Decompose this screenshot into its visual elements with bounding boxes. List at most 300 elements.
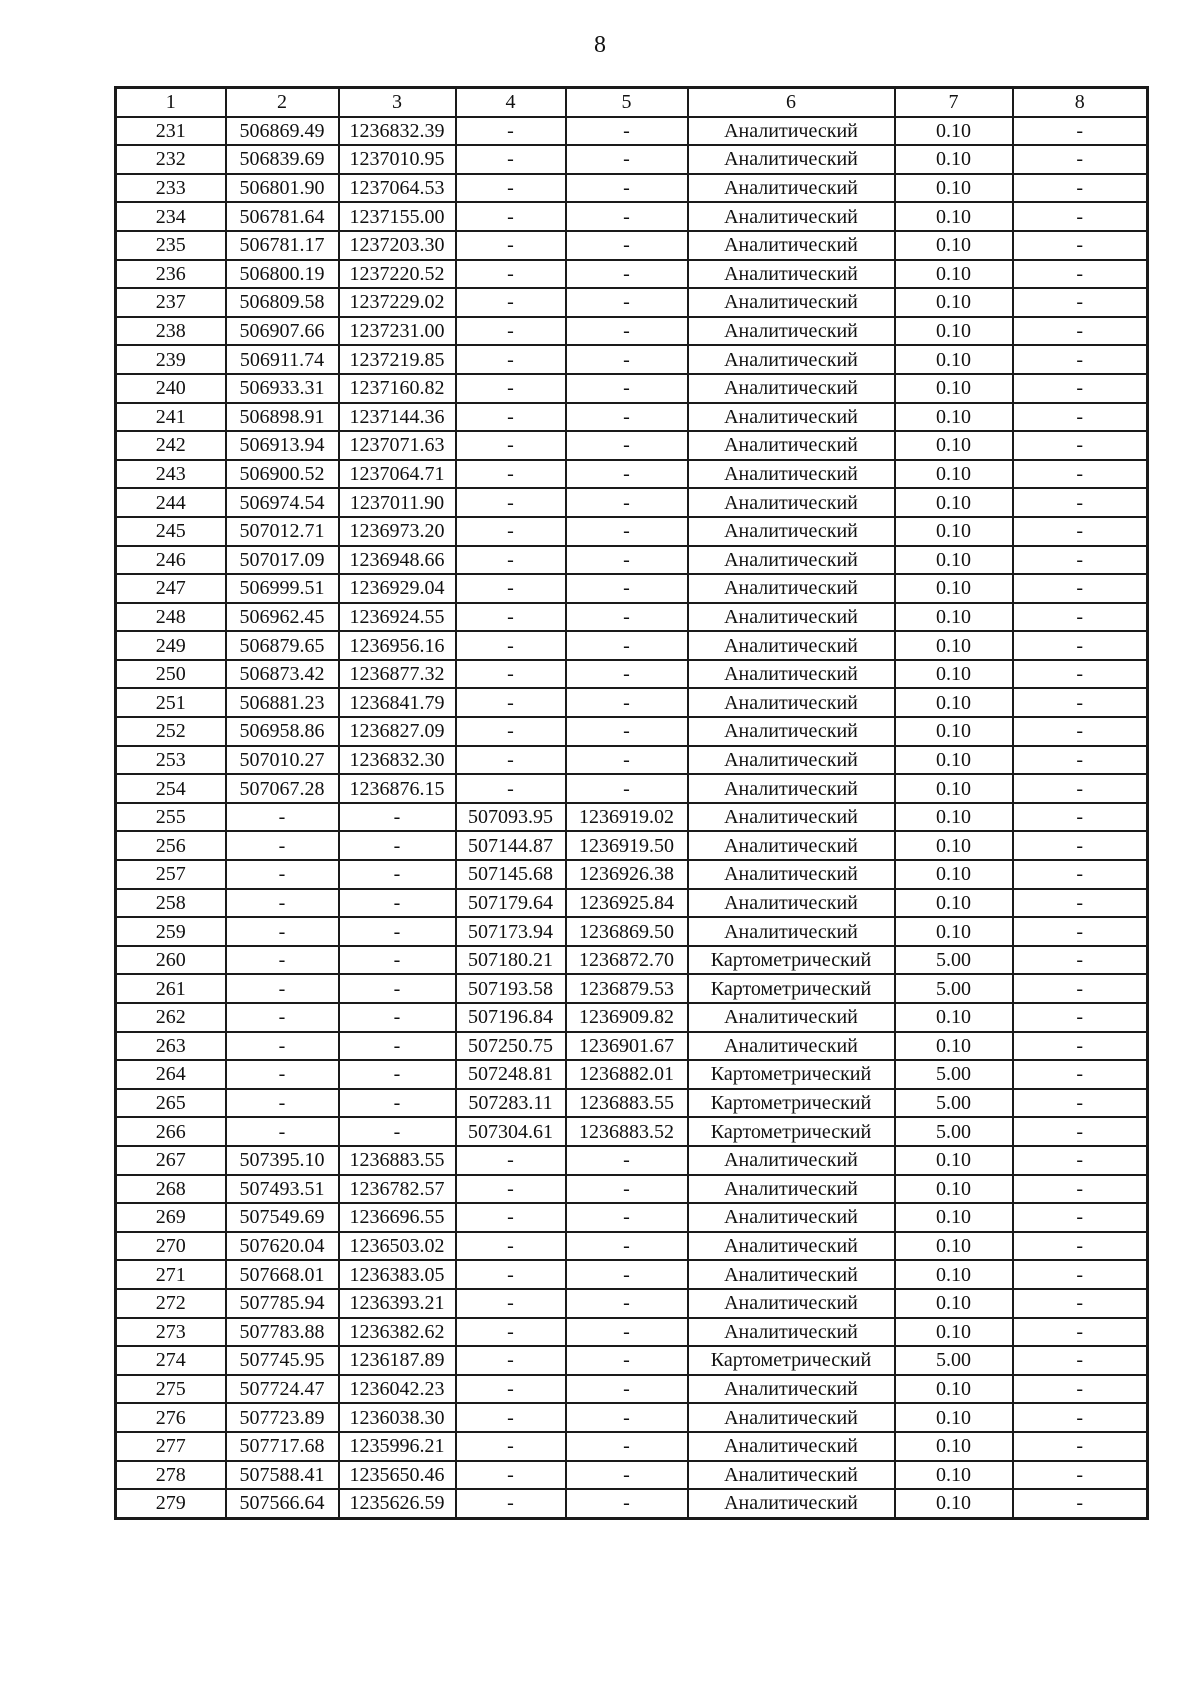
cell-method: Аналитический: [688, 317, 895, 346]
cell-description: -: [1013, 1432, 1148, 1461]
cell-description: -: [1013, 774, 1148, 803]
table-row: [116, 1289, 1148, 1318]
cell-accuracy: 0.10: [895, 603, 1013, 632]
cell-method: Аналитический: [688, 345, 895, 374]
header-cell-8: 8: [1013, 88, 1148, 117]
cell-x-coordinate-existing: -: [226, 974, 339, 1003]
cell-y-coordinate-new: -: [566, 1203, 688, 1232]
cell-description: -: [1013, 1346, 1148, 1375]
table-row: [116, 288, 1148, 317]
cell-y-coordinate-new: -: [566, 574, 688, 603]
cell-x-coordinate-existing: 506907.66: [226, 317, 339, 346]
cell-description: -: [1013, 288, 1148, 317]
cell-method: Аналитический: [688, 1003, 895, 1032]
cell-x-coordinate-new: -: [456, 1461, 566, 1490]
cell-y-coordinate-existing: 1236929.04: [339, 574, 456, 603]
cell-accuracy: 0.10: [895, 1489, 1013, 1518]
cell-x-coordinate-existing: 507724.47: [226, 1375, 339, 1404]
cell-y-coordinate-existing: -: [339, 917, 456, 946]
table-row: [116, 974, 1148, 1003]
cell-point-number: 242: [116, 431, 226, 460]
cell-method: Аналитический: [688, 145, 895, 174]
cell-x-coordinate-existing: -: [226, 1117, 339, 1146]
cell-x-coordinate-existing: -: [226, 831, 339, 860]
cell-y-coordinate-existing: 1236383.05: [339, 1260, 456, 1289]
cell-x-coordinate-new: -: [456, 631, 566, 660]
cell-method: Аналитический: [688, 774, 895, 803]
cell-y-coordinate-existing: 1237144.36: [339, 403, 456, 432]
cell-accuracy: 0.10: [895, 260, 1013, 289]
cell-description: -: [1013, 1146, 1148, 1175]
cell-point-number: 266: [116, 1117, 226, 1146]
cell-y-coordinate-new: -: [566, 1432, 688, 1461]
cell-x-coordinate-existing: -: [226, 889, 339, 918]
cell-accuracy: 0.10: [895, 917, 1013, 946]
table-row: [116, 1318, 1148, 1347]
cell-point-number: 275: [116, 1375, 226, 1404]
cell-accuracy: 0.10: [895, 145, 1013, 174]
cell-method: Аналитический: [688, 831, 895, 860]
cell-accuracy: 0.10: [895, 831, 1013, 860]
cell-accuracy: 0.10: [895, 1375, 1013, 1404]
cell-y-coordinate-existing: 1236187.89: [339, 1346, 456, 1375]
cell-y-coordinate-existing: 1236832.30: [339, 746, 456, 775]
cell-y-coordinate-new: -: [566, 603, 688, 632]
cell-method: Картометрический: [688, 946, 895, 975]
cell-x-coordinate-existing: 506999.51: [226, 574, 339, 603]
cell-point-number: 278: [116, 1461, 226, 1490]
cell-x-coordinate-new: -: [456, 403, 566, 432]
cell-description: -: [1013, 1032, 1148, 1061]
table-row: [116, 574, 1148, 603]
cell-x-coordinate-new: -: [456, 774, 566, 803]
cell-y-coordinate-existing: 1237219.85: [339, 345, 456, 374]
cell-x-coordinate-new: -: [456, 660, 566, 689]
cell-y-coordinate-existing: -: [339, 946, 456, 975]
cell-x-coordinate-new: -: [456, 1232, 566, 1261]
cell-x-coordinate-new: -: [456, 1289, 566, 1318]
cell-y-coordinate-existing: 1236696.55: [339, 1203, 456, 1232]
cell-accuracy: 0.10: [895, 403, 1013, 432]
cell-method: Аналитический: [688, 803, 895, 832]
table-row: [116, 831, 1148, 860]
cell-y-coordinate-new: 1236883.52: [566, 1117, 688, 1146]
cell-point-number: 254: [116, 774, 226, 803]
table-row: [116, 1489, 1148, 1518]
cell-y-coordinate-existing: 1236924.55: [339, 603, 456, 632]
cell-y-coordinate-new: -: [566, 288, 688, 317]
cell-accuracy: 0.10: [895, 288, 1013, 317]
table-row: [116, 917, 1148, 946]
cell-y-coordinate-existing: 1236883.55: [339, 1146, 456, 1175]
cell-description: -: [1013, 1461, 1148, 1490]
cell-x-coordinate-new: -: [456, 317, 566, 346]
cell-method: Аналитический: [688, 202, 895, 231]
cell-description: -: [1013, 889, 1148, 918]
cell-method: Аналитический: [688, 1032, 895, 1061]
table-row: [116, 1117, 1148, 1146]
cell-point-number: 232: [116, 145, 226, 174]
cell-x-coordinate-new: 507283.11: [456, 1089, 566, 1118]
cell-point-number: 274: [116, 1346, 226, 1375]
cell-accuracy: 5.00: [895, 974, 1013, 1003]
table-row: [116, 688, 1148, 717]
cell-method: Аналитический: [688, 260, 895, 289]
cell-x-coordinate-new: -: [456, 1260, 566, 1289]
cell-y-coordinate-existing: -: [339, 1117, 456, 1146]
cell-x-coordinate-new: 507179.64: [456, 889, 566, 918]
cell-accuracy: 0.10: [895, 574, 1013, 603]
cell-method: Аналитический: [688, 889, 895, 918]
cell-accuracy: 0.10: [895, 746, 1013, 775]
cell-x-coordinate-new: 507093.95: [456, 803, 566, 832]
cell-description: -: [1013, 431, 1148, 460]
table-row: [116, 317, 1148, 346]
cell-description: -: [1013, 174, 1148, 203]
cell-description: -: [1013, 746, 1148, 775]
cell-x-coordinate-new: -: [456, 1318, 566, 1347]
cell-y-coordinate-new: 1236883.55: [566, 1089, 688, 1118]
cell-description: -: [1013, 660, 1148, 689]
table-row: [116, 374, 1148, 403]
cell-x-coordinate-new: -: [456, 145, 566, 174]
cell-accuracy: 0.10: [895, 117, 1013, 146]
cell-accuracy: 0.10: [895, 546, 1013, 575]
table-row: [116, 1375, 1148, 1404]
cell-x-coordinate-new: -: [456, 1146, 566, 1175]
cell-accuracy: 0.10: [895, 374, 1013, 403]
cell-x-coordinate-new: 507180.21: [456, 946, 566, 975]
cell-x-coordinate-existing: 506809.58: [226, 288, 339, 317]
cell-point-number: 276: [116, 1403, 226, 1432]
cell-y-coordinate-existing: 1236876.15: [339, 774, 456, 803]
cell-accuracy: 0.10: [895, 660, 1013, 689]
cell-x-coordinate-existing: 506958.86: [226, 717, 339, 746]
cell-description: -: [1013, 517, 1148, 546]
cell-description: -: [1013, 574, 1148, 603]
cell-description: -: [1013, 317, 1148, 346]
cell-x-coordinate-existing: 507588.41: [226, 1461, 339, 1490]
cell-x-coordinate-existing: 506873.42: [226, 660, 339, 689]
cell-description: -: [1013, 1260, 1148, 1289]
cell-y-coordinate-existing: -: [339, 831, 456, 860]
cell-x-coordinate-existing: 507723.89: [226, 1403, 339, 1432]
cell-accuracy: 5.00: [895, 1346, 1013, 1375]
cell-method: Картометрический: [688, 1346, 895, 1375]
cell-x-coordinate-existing: 506974.54: [226, 488, 339, 517]
cell-x-coordinate-new: -: [456, 288, 566, 317]
table-body: [116, 117, 1148, 1519]
cell-y-coordinate-existing: 1236841.79: [339, 688, 456, 717]
cell-accuracy: 5.00: [895, 1089, 1013, 1118]
cell-method: Аналитический: [688, 1260, 895, 1289]
cell-accuracy: 0.10: [895, 1003, 1013, 1032]
cell-x-coordinate-existing: 507012.71: [226, 517, 339, 546]
cell-x-coordinate-existing: 507745.95: [226, 1346, 339, 1375]
cell-x-coordinate-new: -: [456, 688, 566, 717]
cell-x-coordinate-new: -: [456, 1432, 566, 1461]
cell-x-coordinate-existing: 506869.49: [226, 117, 339, 146]
cell-description: -: [1013, 260, 1148, 289]
cell-accuracy: 0.10: [895, 345, 1013, 374]
cell-accuracy: 0.10: [895, 803, 1013, 832]
cell-point-number: 243: [116, 460, 226, 489]
cell-accuracy: 5.00: [895, 946, 1013, 975]
cell-accuracy: 0.10: [895, 688, 1013, 717]
table-row: [116, 1060, 1148, 1089]
cell-description: -: [1013, 1175, 1148, 1204]
cell-x-coordinate-existing: -: [226, 917, 339, 946]
cell-y-coordinate-existing: 1236393.21: [339, 1289, 456, 1318]
cell-y-coordinate-existing: 1237064.71: [339, 460, 456, 489]
header-cell-7: 7: [895, 88, 1013, 117]
cell-y-coordinate-new: -: [566, 231, 688, 260]
cell-method: Аналитический: [688, 1375, 895, 1404]
cell-x-coordinate-existing: 506881.23: [226, 688, 339, 717]
cell-method: Аналитический: [688, 431, 895, 460]
cell-y-coordinate-new: -: [566, 546, 688, 575]
table-row: [116, 1232, 1148, 1261]
cell-description: -: [1013, 202, 1148, 231]
cell-description: -: [1013, 1060, 1148, 1089]
table-row: [116, 1089, 1148, 1118]
cell-x-coordinate-existing: -: [226, 860, 339, 889]
cell-x-coordinate-existing: -: [226, 1003, 339, 1032]
cell-x-coordinate-existing: 507566.64: [226, 1489, 339, 1518]
cell-x-coordinate-new: -: [456, 202, 566, 231]
cell-point-number: 250: [116, 660, 226, 689]
cell-y-coordinate-new: 1236909.82: [566, 1003, 688, 1032]
cell-y-coordinate-new: 1236925.84: [566, 889, 688, 918]
cell-x-coordinate-new: -: [456, 231, 566, 260]
cell-y-coordinate-existing: 1236503.02: [339, 1232, 456, 1261]
cell-accuracy: 0.10: [895, 1032, 1013, 1061]
header-cell-6: 6: [688, 88, 895, 117]
cell-point-number: 253: [116, 746, 226, 775]
cell-x-coordinate-new: -: [456, 431, 566, 460]
table-row: [116, 603, 1148, 632]
table-row: [116, 631, 1148, 660]
cell-point-number: 240: [116, 374, 226, 403]
table-row: [116, 403, 1148, 432]
cell-description: -: [1013, 231, 1148, 260]
table-row: [116, 946, 1148, 975]
page-number: 8: [594, 32, 606, 58]
table-row: [116, 1432, 1148, 1461]
table-row: [116, 345, 1148, 374]
cell-point-number: 261: [116, 974, 226, 1003]
cell-x-coordinate-existing: 506839.69: [226, 145, 339, 174]
cell-method: Аналитический: [688, 460, 895, 489]
cell-x-coordinate-existing: -: [226, 803, 339, 832]
cell-description: -: [1013, 460, 1148, 489]
cell-method: Аналитический: [688, 374, 895, 403]
cell-point-number: 238: [116, 317, 226, 346]
cell-point-number: 270: [116, 1232, 226, 1261]
cell-point-number: 263: [116, 1032, 226, 1061]
cell-point-number: 279: [116, 1489, 226, 1518]
cell-accuracy: 0.10: [895, 889, 1013, 918]
cell-y-coordinate-new: -: [566, 660, 688, 689]
cell-y-coordinate-new: -: [566, 1146, 688, 1175]
cell-accuracy: 5.00: [895, 1060, 1013, 1089]
cell-y-coordinate-new: -: [566, 1346, 688, 1375]
cell-point-number: 260: [116, 946, 226, 975]
header-cell-1: 1: [116, 88, 226, 117]
cell-y-coordinate-existing: -: [339, 860, 456, 889]
cell-x-coordinate-new: 507248.81: [456, 1060, 566, 1089]
cell-x-coordinate-new: -: [456, 603, 566, 632]
cell-y-coordinate-existing: 1237220.52: [339, 260, 456, 289]
table-row: [116, 746, 1148, 775]
cell-y-coordinate-existing: -: [339, 1089, 456, 1118]
table-row: [116, 717, 1148, 746]
header-cell-3: 3: [339, 88, 456, 117]
cell-method: Аналитический: [688, 717, 895, 746]
cell-point-number: 247: [116, 574, 226, 603]
cell-y-coordinate-existing: 1237229.02: [339, 288, 456, 317]
cell-description: -: [1013, 1232, 1148, 1261]
cell-method: Аналитический: [688, 546, 895, 575]
header-cell-2: 2: [226, 88, 339, 117]
cell-y-coordinate-new: -: [566, 145, 688, 174]
cell-accuracy: 5.00: [895, 1117, 1013, 1146]
table-row: [116, 431, 1148, 460]
cell-description: -: [1013, 1089, 1148, 1118]
cell-y-coordinate-existing: 1236382.62: [339, 1318, 456, 1347]
table-row: [116, 1461, 1148, 1490]
cell-method: Аналитический: [688, 1175, 895, 1204]
table-row: [116, 117, 1148, 146]
cell-y-coordinate-existing: 1237160.82: [339, 374, 456, 403]
cell-x-coordinate-existing: 506911.74: [226, 345, 339, 374]
cell-x-coordinate-new: -: [456, 1175, 566, 1204]
cell-description: -: [1013, 488, 1148, 517]
cell-y-coordinate-existing: 1236948.66: [339, 546, 456, 575]
cell-y-coordinate-new: -: [566, 488, 688, 517]
cell-accuracy: 0.10: [895, 1203, 1013, 1232]
cell-method: Аналитический: [688, 403, 895, 432]
cell-method: Аналитический: [688, 1318, 895, 1347]
cell-x-coordinate-new: -: [456, 746, 566, 775]
cell-y-coordinate-existing: 1235650.46: [339, 1461, 456, 1490]
cell-point-number: 248: [116, 603, 226, 632]
cell-x-coordinate-new: -: [456, 546, 566, 575]
cell-method: Аналитический: [688, 1403, 895, 1432]
cell-method: Аналитический: [688, 1289, 895, 1318]
cell-y-coordinate-new: -: [566, 1489, 688, 1518]
cell-method: Аналитический: [688, 688, 895, 717]
cell-x-coordinate-new: 507250.75: [456, 1032, 566, 1061]
cell-y-coordinate-new: 1236919.50: [566, 831, 688, 860]
cell-y-coordinate-new: -: [566, 174, 688, 203]
cell-y-coordinate-existing: -: [339, 974, 456, 1003]
cell-y-coordinate-new: 1236926.38: [566, 860, 688, 889]
cell-point-number: 244: [116, 488, 226, 517]
cell-x-coordinate-existing: 506898.91: [226, 403, 339, 432]
cell-y-coordinate-existing: 1236827.09: [339, 717, 456, 746]
table-row: [116, 1260, 1148, 1289]
cell-x-coordinate-new: 507196.84: [456, 1003, 566, 1032]
table-row: [116, 1032, 1148, 1061]
cell-y-coordinate-existing: -: [339, 889, 456, 918]
table-row: [116, 517, 1148, 546]
cell-method: Аналитический: [688, 1461, 895, 1490]
cell-accuracy: 0.10: [895, 631, 1013, 660]
cell-accuracy: 0.10: [895, 1318, 1013, 1347]
cell-accuracy: 0.10: [895, 174, 1013, 203]
cell-y-coordinate-new: -: [566, 431, 688, 460]
cell-x-coordinate-existing: -: [226, 1032, 339, 1061]
cell-y-coordinate-new: -: [566, 374, 688, 403]
cell-x-coordinate-new: -: [456, 174, 566, 203]
cell-x-coordinate-existing: -: [226, 946, 339, 975]
cell-accuracy: 0.10: [895, 1146, 1013, 1175]
cell-x-coordinate-existing: 507395.10: [226, 1146, 339, 1175]
cell-method: Аналитический: [688, 746, 895, 775]
cell-x-coordinate-existing: 506962.45: [226, 603, 339, 632]
table-row: [116, 1346, 1148, 1375]
cell-x-coordinate-new: -: [456, 517, 566, 546]
table-row: [116, 660, 1148, 689]
cell-y-coordinate-existing: 1236877.32: [339, 660, 456, 689]
cell-method: Аналитический: [688, 631, 895, 660]
cell-method: Аналитический: [688, 860, 895, 889]
cell-x-coordinate-existing: 506900.52: [226, 460, 339, 489]
cell-y-coordinate-new: -: [566, 317, 688, 346]
cell-x-coordinate-new: 507145.68: [456, 860, 566, 889]
cell-method: Картометрический: [688, 1089, 895, 1118]
cell-point-number: 231: [116, 117, 226, 146]
cell-method: Аналитический: [688, 603, 895, 632]
cell-point-number: 269: [116, 1203, 226, 1232]
cell-description: -: [1013, 1489, 1148, 1518]
cell-x-coordinate-existing: 507017.09: [226, 546, 339, 575]
cell-y-coordinate-new: -: [566, 1260, 688, 1289]
cell-method: Картометрический: [688, 1117, 895, 1146]
table-row: [116, 1175, 1148, 1204]
cell-y-coordinate-existing: 1235626.59: [339, 1489, 456, 1518]
cell-method: Аналитический: [688, 1146, 895, 1175]
cell-y-coordinate-new: -: [566, 1289, 688, 1318]
cell-point-number: 256: [116, 831, 226, 860]
cell-y-coordinate-new: -: [566, 717, 688, 746]
cell-y-coordinate-existing: -: [339, 803, 456, 832]
cell-x-coordinate-existing: 506879.65: [226, 631, 339, 660]
cell-y-coordinate-existing: 1237011.90: [339, 488, 456, 517]
cell-description: -: [1013, 831, 1148, 860]
cell-x-coordinate-existing: 507717.68: [226, 1432, 339, 1461]
cell-x-coordinate-existing: 506781.64: [226, 202, 339, 231]
cell-point-number: 277: [116, 1432, 226, 1461]
cell-x-coordinate-new: 507193.58: [456, 974, 566, 1003]
cell-point-number: 255: [116, 803, 226, 832]
table-header: [116, 88, 1148, 117]
cell-accuracy: 0.10: [895, 202, 1013, 231]
cell-accuracy: 0.10: [895, 431, 1013, 460]
table-row: [116, 460, 1148, 489]
cell-description: -: [1013, 546, 1148, 575]
cell-y-coordinate-existing: 1236956.16: [339, 631, 456, 660]
cell-method: Аналитический: [688, 1489, 895, 1518]
cell-y-coordinate-new: -: [566, 688, 688, 717]
cell-x-coordinate-existing: 507067.28: [226, 774, 339, 803]
cell-description: -: [1013, 1289, 1148, 1318]
cell-accuracy: 0.10: [895, 717, 1013, 746]
table-row: [116, 889, 1148, 918]
table-row: [116, 1003, 1148, 1032]
cell-x-coordinate-existing: 507620.04: [226, 1232, 339, 1261]
